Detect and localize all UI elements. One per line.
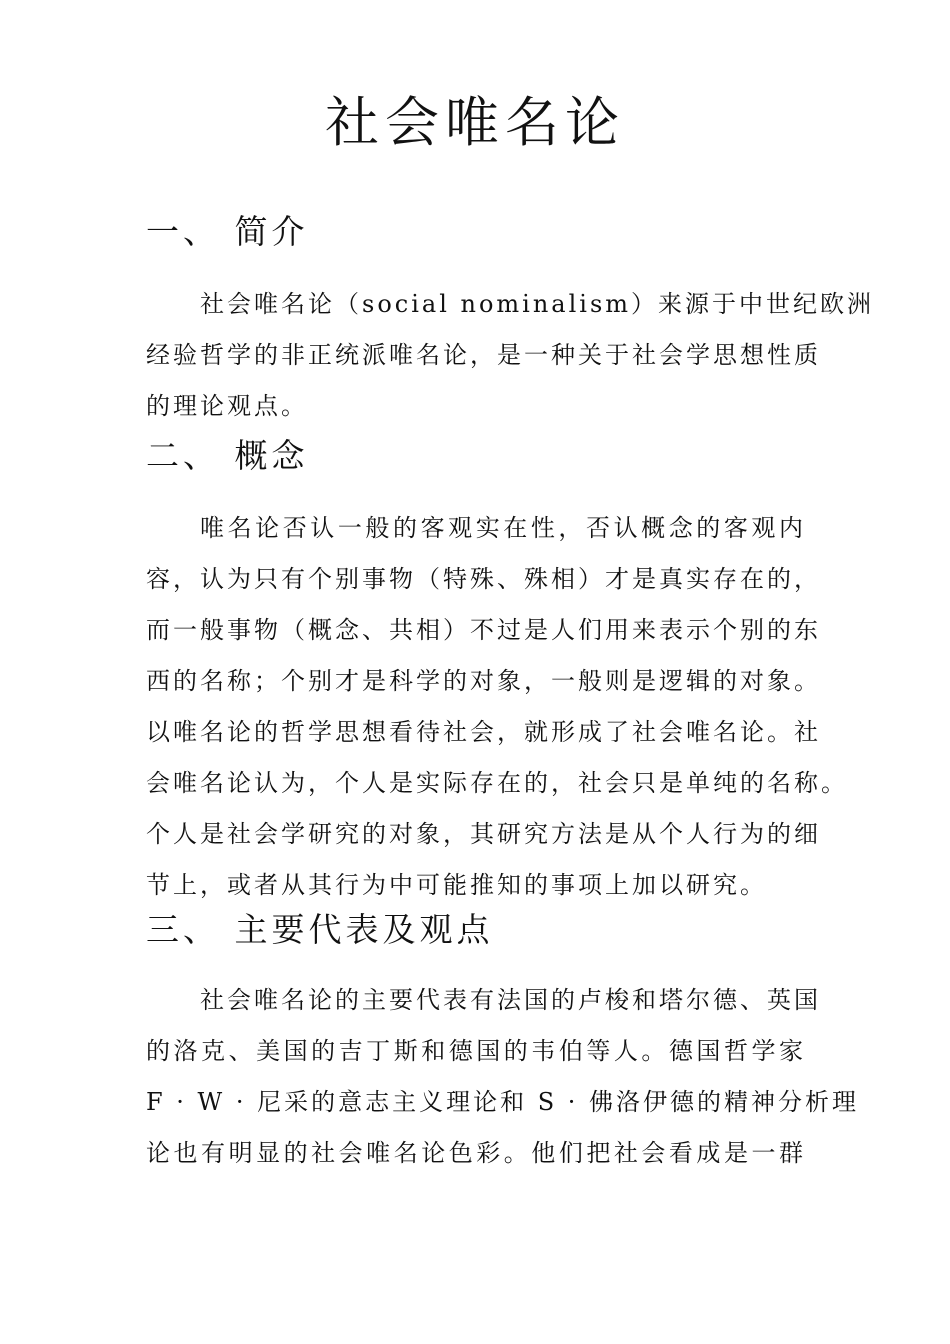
paragraph-line: 以唯名论的哲学思想看待社会，就形成了社会唯名论。社: [146, 718, 821, 746]
section-heading-intro: 一、 简介: [146, 212, 309, 251]
paragraph-line: 个人是社会学研究的对象，其研究方法是从个人行为的细: [146, 820, 821, 848]
document-title: 社会唯名论: [325, 91, 625, 154]
section-paragraph-representatives: [146, 975, 860, 1179]
paragraph-line: 经验哲学的非正统派唯名论，是一种关于社会学思想性质: [146, 341, 821, 369]
paragraph-line: 唯名论否认一般的客观实在性，否认概念的客观内: [200, 514, 806, 542]
paragraph-line: 而一般事物（概念、共相）不过是人们用来表示个别的东: [146, 616, 821, 644]
section-paragraph-intro: [146, 279, 875, 432]
section-paragraph-concept: [146, 503, 848, 911]
paragraph-line: 会唯名论认为，个人是实际存在的，社会只是单纯的名称。: [146, 769, 848, 797]
paragraph-line: 的理论观点。: [146, 392, 308, 420]
paragraph-line: 的洛克、美国的吉丁斯和德国的韦伯等人。德国哲学家: [146, 1037, 806, 1065]
section-heading-concept: 二、 概念: [146, 436, 309, 475]
section-heading-representatives: 三、 主要代表及观点: [146, 910, 494, 949]
paragraph-line: 西的名称；个别才是科学的对象，一般则是逻辑的对象。: [146, 667, 821, 695]
paragraph-line: 社会唯名论的主要代表有法国的卢梭和塔尔德、英国: [200, 986, 821, 1014]
paragraph-line: 容，认为只有个别事物（特殊、殊相）才是真实存在的，: [146, 565, 821, 593]
paragraph-line: 节上，或者从其行为中可能推知的事项上加以研究。: [146, 871, 767, 899]
paragraph-line: 社会唯名论（social nominalism）来源于中世纪欧洲: [200, 290, 875, 318]
paragraph-line: F · W · 尼采的意志主义理论和 S · 佛洛伊德的精神分析理: [146, 1088, 860, 1116]
paragraph-line: 论也有明显的社会唯名论色彩。他们把社会看成是一群: [146, 1139, 806, 1167]
